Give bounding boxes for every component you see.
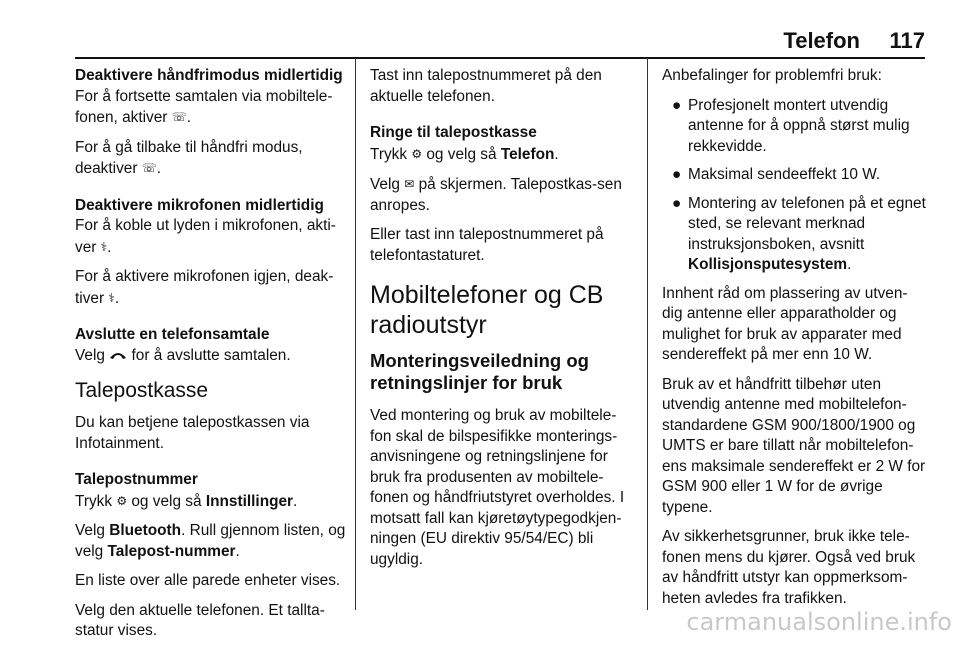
header-rule [75, 57, 925, 59]
section-heading: Avslutte en telefonsamtale [75, 326, 270, 343]
gear-icon: ⚙ [411, 146, 423, 161]
paragraph: En liste over alle parede enheter vises. [75, 572, 341, 589]
section-title: Talepostkasse [75, 379, 209, 402]
phone-speaker-icon: ☏ [171, 110, 187, 124]
paragraph: Innhent råd om plassering av utven-dig antenne eller apparatholder og mulighet for bruk av apparater med sendereffekt på mer enn 10 W. [662, 284, 908, 363]
column-1 [75, 66, 347, 651]
phone-speaker-icon: ☏ [141, 161, 157, 175]
chapter-title: Mobiltelefoner og CB radioutstyr [370, 281, 604, 339]
voicemail-icon: ✉ [404, 177, 415, 191]
column-2 [370, 66, 635, 579]
paragraph: Du kan betjene talepostkassen via Infotainment. [75, 414, 310, 452]
paragraph: For å koble ut lyden i mikrofonen, akti-ver ⚕. [75, 217, 336, 256]
section-heading: Deaktivere håndfrimodus midlertidig [75, 67, 343, 84]
paragraph: Trykk ⚙ og velg så Innstillinger. [75, 492, 298, 510]
section-heading: Deaktivere mikrofonen midlertidig [75, 196, 324, 214]
microphone-icon: ⚕ [108, 290, 115, 305]
page-number: 117 [889, 28, 925, 53]
column-divider [647, 58, 648, 610]
subsection-title: Monteringsveiledning og retningslinjer for bruk [370, 350, 589, 393]
section-heading: Talepostnummer [75, 471, 198, 488]
paragraph: Tast inn talepostnummeret på den aktuelle telefonen. [370, 67, 602, 105]
column-3 [662, 66, 927, 618]
bullet-list [662, 96, 927, 276]
paragraph: For å fortsette samtalen via mobiltele-fonen, aktiver ☏. [75, 87, 333, 126]
end-call-icon [109, 350, 127, 360]
gear-icon: ⚙ [116, 493, 128, 508]
paragraph: Velg Bluetooth. Rull gjennom listen, og velg Talepost-nummer. [75, 522, 346, 560]
paragraph: Velg ✉ på skjermen. Talepostkas-sen anropes. [370, 176, 622, 214]
list-item: ● Profesjonelt montert utvendig antenne for å oppnå størst mulig rekkevidde. [672, 96, 910, 155]
page-title: Telefon [783, 28, 860, 53]
list-item: ● Montering av telefonen på et egnet sted, se relevant merknad instruksjonsboken, avsnitt Kollisjonsputesystem. [672, 194, 926, 273]
paragraph: Anbefalinger for problemfri bruk: [662, 67, 882, 84]
paragraph: Av sikkerhetsgrunner, bruk ikke tele-fonen mens du kjører. Også ved bruk av håndfritt utstyr kan oppmerksom-heten avledes fra trafikken. [662, 528, 916, 607]
paragraph: Eller tast inn talepostnummeret på telefontastaturet. [370, 226, 604, 264]
microphone-icon: ⚕ [100, 239, 108, 254]
paragraph: For å gå tilbake til håndfri modus, deaktiver ☏. [75, 138, 303, 177]
paragraph: Ved montering og bruk av mobiltele-fon skal de bilspesifikke monterings-anvisningene og retningslinjene for bruk fra produsenten av mobiltele-fonen og håndfriutstyret overholdes. I motsatt fall kan kjøretøytypegodkjen-ningen (EU direktiv 95/54/EC) bli ugyldig. [370, 407, 625, 568]
column-divider [355, 58, 356, 610]
paragraph: Velg for å avslutte samtalen. [75, 346, 291, 364]
paragraph: Trykk ⚙ og velg så Telefon. [370, 145, 559, 163]
paragraph: Bruk av et håndfritt tilbehør uten utvendig antenne med mobiltelefon-standardene GSM 900/1800/1900 og UMTS er bare tillatt når mobiltelefon-ens maksimale sendereffekt er 2 W for GSM 900 eller 1 W for de øvrige typene. [662, 375, 926, 516]
paragraph: For å aktivere mikrofonen igjen, deak-tiver ⚕. [75, 268, 334, 307]
section-heading: Ringe til talepostkasse [370, 124, 537, 141]
page-header [0, 28, 960, 58]
list-item: ● Maksimal sendeeffekt 10 W. [672, 166, 881, 183]
paragraph: Velg den aktuelle telefonen. Et tallta-statur vises. [75, 601, 325, 639]
watermark: carmanualsonline.info [686, 608, 952, 636]
